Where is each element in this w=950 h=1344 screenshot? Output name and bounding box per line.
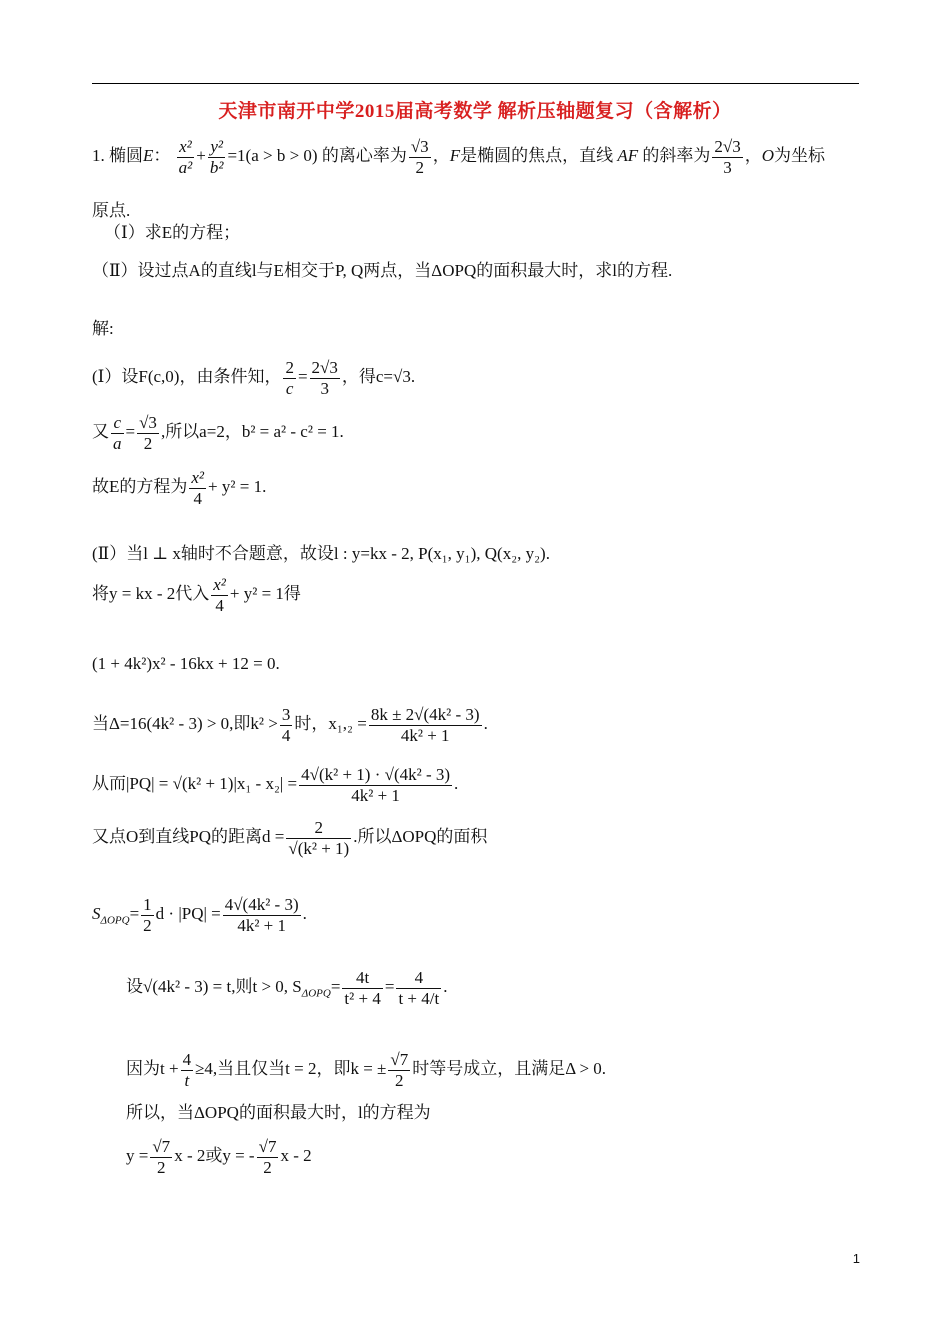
problem-text: 为坐标 <box>773 145 825 165</box>
solution-step-6: (1 + 4k²)x² - 16kx + 12 = 0. <box>92 654 280 673</box>
equation-rhs: =1(a > b > 0) <box>227 145 318 165</box>
step-text: + y² = 1. <box>208 476 267 496</box>
denominator: c <box>285 378 294 398</box>
denominator: 4k² + 1 <box>351 785 400 805</box>
operator: = <box>297 366 308 386</box>
solution-step-7 <box>92 705 488 745</box>
denominator: 4 <box>281 725 291 745</box>
fraction <box>310 358 340 398</box>
numerator: 4√(4k² - 3) <box>224 895 299 914</box>
denominator: 2 <box>415 157 425 177</box>
numerator: √3 <box>410 137 429 156</box>
page-number: 1 <box>852 1251 860 1266</box>
var-F: F <box>449 145 461 165</box>
step-text: 又 <box>92 421 109 441</box>
numerator: 2√3 <box>714 137 741 156</box>
denominator: 2 <box>395 1070 404 1090</box>
step-text: 时，x₁,₂ = <box>294 713 367 733</box>
numerator: 3 <box>281 705 291 724</box>
denominator: 4k² + 1 <box>237 915 287 935</box>
solution-step-12 <box>126 1050 606 1090</box>
denominator: 4k² + 1 <box>400 725 450 745</box>
problem-line-1 <box>92 137 825 177</box>
solution-step-13: 所以，当ΔOPQ的面积最大时，l的方程为 <box>126 1103 431 1122</box>
punct: . <box>302 903 307 923</box>
solution-step-2 <box>92 413 344 453</box>
numerator: 2 <box>286 818 351 839</box>
denominator: 2 <box>143 915 152 935</box>
solution-step-9 <box>92 818 487 858</box>
operator: = <box>129 903 140 923</box>
step-text: 又点O到直线PQ的距离d = <box>92 826 285 846</box>
denominator: b² <box>209 157 224 177</box>
var-O: O <box>761 145 774 165</box>
step-text: d · |PQ| = <box>155 903 221 923</box>
solution-step-3 <box>92 468 266 508</box>
denominator: 3 <box>723 157 732 177</box>
step-text: 故E的方程为 <box>92 476 188 496</box>
numerator: x² <box>177 137 195 158</box>
step-text: + y² = 1得 <box>229 583 301 603</box>
operator: = <box>125 421 136 441</box>
fraction <box>396 968 441 1008</box>
punct: ： <box>153 145 171 165</box>
solution-step-10 <box>92 895 307 935</box>
step-text: ≥4,当且仅当t = 2，即k = ± <box>195 1058 387 1078</box>
page-title: 天津市南开中学2015届高考数学 解析压轴题复习（含解析） <box>218 101 732 122</box>
denominator: 4 <box>215 595 224 615</box>
denominator: a² <box>178 157 193 177</box>
subscript: ΔOPQ <box>100 914 130 927</box>
fraction <box>299 765 452 805</box>
problem-number: 1. <box>92 145 105 165</box>
step-text: x - 2 <box>280 1145 312 1165</box>
numerator: 8k ± 2√(4k² - 3) <box>370 705 480 724</box>
problem-text: 的离心率为 <box>321 145 407 165</box>
step-text: 时等号成立，且满足Δ > 0. <box>412 1058 607 1078</box>
numerator: 4 <box>396 968 441 989</box>
denominator: t <box>184 1070 190 1090</box>
fraction <box>181 1050 194 1090</box>
solution-step-4: (Ⅱ）当l ⊥ x轴时不合题意，故设l : y=kx - 2, P(x₁, y₁), Q(x₂, y₂). <box>92 544 550 563</box>
denominator: 4 <box>193 488 202 508</box>
numerator: 4 <box>182 1050 192 1069</box>
fraction <box>211 575 228 615</box>
fraction <box>388 1050 410 1090</box>
denominator: t² + 4 <box>344 988 381 1008</box>
fraction <box>283 358 296 398</box>
step-text: (Ⅰ）设F(c,0)，由条件知， <box>92 366 282 386</box>
solution-step-5 <box>92 575 301 615</box>
solution-step-8 <box>92 765 458 805</box>
denominator: 2 <box>157 1157 166 1177</box>
fraction <box>342 968 382 1008</box>
fraction <box>141 895 154 935</box>
solution-step-1 <box>92 358 415 398</box>
fraction <box>257 1137 279 1177</box>
punct: ， <box>744 145 762 165</box>
denominator: √(k² + 1) <box>288 838 350 858</box>
step-text: x - 2或y = - <box>174 1145 255 1165</box>
numerator: √7 <box>258 1137 277 1156</box>
fraction <box>111 413 124 453</box>
denominator: 2 <box>143 433 153 453</box>
numerator: x² <box>213 575 226 594</box>
punct: . <box>454 773 459 793</box>
step-text: ,所以a=2，b² = a² - c² = 1. <box>160 421 344 441</box>
numerator: c <box>111 413 124 434</box>
numerator: 2√3 <box>311 358 338 377</box>
fraction <box>280 705 293 745</box>
var-AF: AF <box>617 145 639 165</box>
numerator: 4√(k² + 1) · √(4k² - 3) <box>301 765 451 784</box>
step-text: 从而|PQ| = √(k² + 1)|x₁ - x₂| = <box>92 773 298 793</box>
header-rule <box>92 83 859 84</box>
denominator: 3 <box>320 378 329 398</box>
step-text: .所以ΔOPQ的面积 <box>353 826 488 846</box>
problem-text: 是椭圆的焦点，直线 <box>460 145 614 165</box>
punct: . <box>483 713 488 733</box>
numerator: √7 <box>390 1050 409 1069</box>
problem-text: 的斜率为 <box>642 145 711 165</box>
part-2: （Ⅱ）设过点A的直线l与E相交于P, Q两点，当ΔOPQ的面积最大时，求l的方程. <box>92 261 673 280</box>
problem-text: 椭圆 <box>109 145 143 165</box>
problem-line-2: 原点. <box>92 201 131 220</box>
step-text: 当Δ=16(4k² - 3) > 0,即k² > <box>92 713 278 733</box>
fraction <box>223 895 301 935</box>
fraction <box>208 137 226 177</box>
numerator: x² <box>191 468 205 487</box>
step-text: 因为t + <box>126 1058 179 1078</box>
denominator: t + 4/t <box>398 988 440 1008</box>
numerator: √3 <box>139 413 157 432</box>
part-1: （Ⅰ）求E的方程； <box>104 223 241 242</box>
step-text: S <box>92 903 101 923</box>
subscript: ΔOPQ <box>301 987 331 1000</box>
fraction <box>369 705 482 745</box>
operator: = <box>384 976 395 996</box>
operator: + <box>196 145 206 165</box>
step-text: ，得c=√3. <box>341 366 416 386</box>
step-text: 设√(4k² - 3) = t,则t > 0, S <box>126 976 302 996</box>
fraction <box>177 137 195 177</box>
fraction <box>286 818 351 858</box>
numerator: √7 <box>152 1137 171 1156</box>
var-E: E <box>143 145 154 165</box>
fraction <box>150 1137 172 1177</box>
numerator: 4t <box>342 968 382 989</box>
denominator: a <box>113 433 122 453</box>
denominator: 2 <box>263 1157 272 1177</box>
numerator: y² <box>208 137 226 158</box>
operator: = <box>330 976 341 996</box>
punct: . <box>443 976 448 996</box>
solution-label: 解: <box>92 319 114 338</box>
numerator: 1 <box>143 895 152 914</box>
solution-step-11 <box>126 968 447 1008</box>
punct: ， <box>432 145 450 165</box>
fraction <box>137 413 159 453</box>
fraction <box>712 137 742 177</box>
numerator: 2 <box>285 358 294 377</box>
solution-step-14 <box>126 1137 312 1177</box>
fraction <box>409 137 431 177</box>
fraction <box>189 468 206 508</box>
step-text: 将y = kx - 2代入 <box>92 583 210 603</box>
step-text: y = <box>126 1145 149 1165</box>
